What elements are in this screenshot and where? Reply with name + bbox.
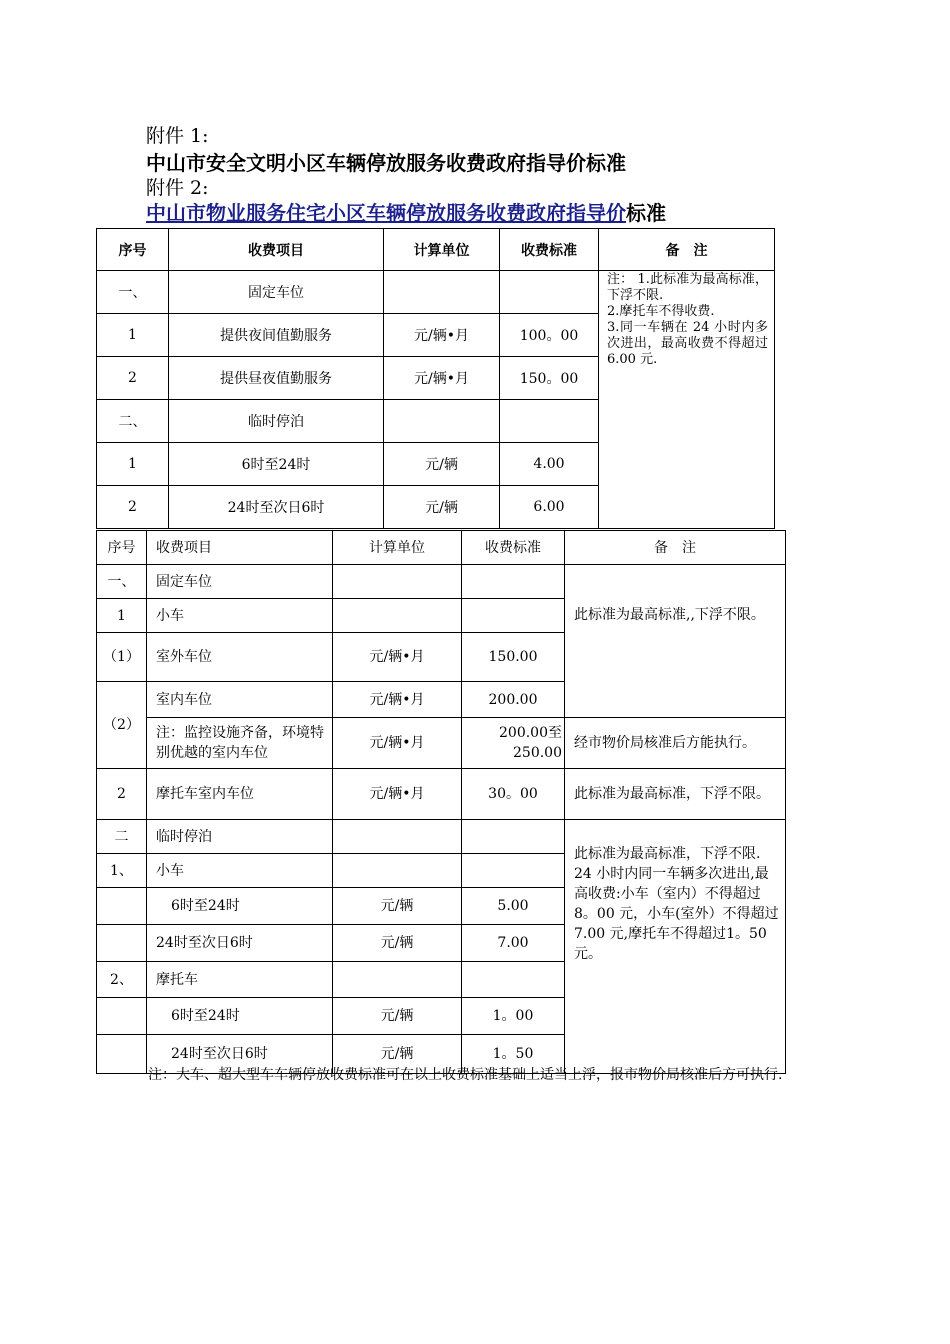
table-cell: 1 bbox=[97, 443, 169, 486]
table-cell: 元/辆 bbox=[333, 1035, 462, 1074]
table-cell: （1） bbox=[97, 633, 147, 682]
table-cell: 元/辆•月 bbox=[333, 718, 462, 769]
table-cell: 元/辆 bbox=[384, 486, 500, 529]
header-cell: 收费项目 bbox=[147, 531, 333, 565]
table-cell: 元/辆•月 bbox=[333, 633, 462, 682]
remark-cell: 此标准为最高标准,,下浮不限。 bbox=[565, 565, 786, 718]
table-cell bbox=[333, 599, 462, 633]
table-cell bbox=[462, 599, 565, 633]
table-cell: 1 bbox=[97, 599, 147, 633]
table-cell bbox=[333, 962, 462, 998]
table-cell bbox=[333, 820, 462, 854]
table-cell: 临时停泊 bbox=[169, 400, 384, 443]
remark-line: 2.摩托车不得收费. bbox=[607, 304, 715, 319]
table-row bbox=[97, 820, 786, 854]
table-cell: （2） bbox=[97, 682, 147, 769]
table-cell: 二 bbox=[97, 820, 147, 854]
table-cell: 24时至次日6时 bbox=[147, 925, 333, 962]
attachment2-title bbox=[146, 200, 666, 226]
fee-table-2 bbox=[96, 530, 786, 1074]
table-cell: 元/辆 bbox=[333, 998, 462, 1035]
table-cell: 提供昼夜值勤服务 bbox=[169, 357, 384, 400]
table-cell: 元/辆•月 bbox=[384, 314, 500, 357]
fee-table-1 bbox=[96, 228, 775, 529]
header-cell: 收费项目 bbox=[169, 229, 384, 271]
header-cell: 收费标准 bbox=[500, 229, 599, 271]
table-cell bbox=[333, 854, 462, 888]
attachment2-title-link[interactable]: 中山市物业服务住宅小区车辆停放服务收费政府指导价 bbox=[146, 201, 626, 225]
table-cell bbox=[462, 820, 565, 854]
table-row bbox=[97, 718, 786, 769]
table-cell: 2 bbox=[97, 357, 169, 400]
header-cell: 备 注 bbox=[565, 531, 786, 565]
remark-cell: 此标准为最高标准，下浮不限。 bbox=[565, 769, 786, 820]
table-cell bbox=[462, 854, 565, 888]
table-cell: 24时至次日6时 bbox=[147, 1035, 333, 1074]
table-cell: 150.00 bbox=[462, 633, 565, 682]
remark-cell: 经市物价局核准后方能执行。 bbox=[565, 718, 786, 769]
table-cell: 二、 bbox=[97, 400, 169, 443]
table-cell: 小车 bbox=[147, 854, 333, 888]
table-cell: 1。00 bbox=[462, 998, 565, 1035]
table-cell bbox=[462, 962, 565, 998]
table-cell: 2 bbox=[97, 486, 169, 529]
table-cell: 2、 bbox=[97, 962, 147, 998]
table-cell bbox=[97, 998, 147, 1035]
table-cell: 1 bbox=[97, 314, 169, 357]
header-cell: 备 注 bbox=[599, 229, 775, 271]
table-cell: 固定车位 bbox=[147, 565, 333, 599]
table-cell: 注：监控设施齐备，环境特别优越的室内车位 bbox=[147, 718, 333, 769]
remark-line: 24 小时内同一车辆多次进出,最高收费:小车（室内）不得超过 8。00 元，小车(室外）不得超过 7.00 元,摩托车不得超过1。50元。 bbox=[574, 866, 779, 962]
table-cell: 6时至24时 bbox=[147, 888, 333, 925]
table-cell: 24时至次日6时 bbox=[169, 486, 384, 529]
table-cell: 150。00 bbox=[500, 357, 599, 400]
header-cell: 计算单位 bbox=[333, 531, 462, 565]
table-cell: 元/辆•月 bbox=[333, 769, 462, 820]
table-cell: 摩托车室内车位 bbox=[147, 769, 333, 820]
table-cell: 6时至24时 bbox=[169, 443, 384, 486]
table-cell bbox=[462, 565, 565, 599]
table-cell: 小车 bbox=[147, 599, 333, 633]
header-cell: 序号 bbox=[97, 229, 169, 271]
table-cell: 室内车位 bbox=[147, 682, 333, 718]
table-cell: 1。50 bbox=[462, 1035, 565, 1074]
table-cell: 元/辆 bbox=[333, 888, 462, 925]
table-cell: 4.00 bbox=[500, 443, 599, 486]
footnote: 注：大车、超大型车车辆停放收费标准可在以上收费标准基础上适当上浮，报市物价局核准后方可执行. bbox=[148, 1067, 783, 1083]
table-cell: 6.00 bbox=[500, 486, 599, 529]
remark-line: 3.同一车辆在 24 小时内多次进出，最高收费不得超过 6.00 元. bbox=[607, 320, 768, 367]
remark-line: 注： 1.此标准为最高标准，下浮不限. bbox=[607, 272, 768, 303]
table-row bbox=[97, 565, 786, 599]
header-cell: 序号 bbox=[97, 531, 147, 565]
table-cell bbox=[500, 271, 599, 314]
table-cell: 元/辆•月 bbox=[333, 682, 462, 718]
table-cell: 200.00 bbox=[462, 682, 565, 718]
table-cell bbox=[97, 888, 147, 925]
table-cell: 一、 bbox=[97, 565, 147, 599]
table-cell: 元/辆 bbox=[333, 925, 462, 962]
table-cell: 7.00 bbox=[462, 925, 565, 962]
attachment1-title: 中山市安全文明小区车辆停放服务收费政府指导价标准 bbox=[146, 151, 626, 175]
table-row bbox=[97, 271, 775, 314]
table-cell bbox=[384, 271, 500, 314]
table-cell: 一、 bbox=[97, 271, 169, 314]
table-cell: 100。00 bbox=[500, 314, 599, 357]
table-cell: 室外车位 bbox=[147, 633, 333, 682]
remark-cell bbox=[599, 271, 775, 529]
table-cell: 固定车位 bbox=[169, 271, 384, 314]
table-cell bbox=[333, 565, 462, 599]
table-header-row bbox=[97, 531, 786, 565]
table-cell: 1、 bbox=[97, 854, 147, 888]
attachment1-label: 附件 1: bbox=[146, 125, 209, 147]
header-cell: 计算单位 bbox=[384, 229, 500, 271]
table-cell: 元/辆 bbox=[384, 443, 500, 486]
table-cell: 摩托车 bbox=[147, 962, 333, 998]
table-cell: 提供夜间值勤服务 bbox=[169, 314, 384, 357]
table-cell: 临时停泊 bbox=[147, 820, 333, 854]
remark-cell bbox=[565, 820, 786, 1074]
table-cell: 2 bbox=[97, 769, 147, 820]
table-cell bbox=[97, 925, 147, 962]
table-cell: 5.00 bbox=[462, 888, 565, 925]
table-cell: 30。00 bbox=[462, 769, 565, 820]
table-header-row bbox=[97, 229, 775, 271]
attachment2-title-tail: 标准 bbox=[626, 201, 666, 225]
table-cell bbox=[500, 400, 599, 443]
table-cell bbox=[384, 400, 500, 443]
header-cell: 收费标准 bbox=[462, 531, 565, 565]
table-cell: 200.00至250.00 bbox=[462, 718, 565, 769]
table-cell: 6时至24时 bbox=[147, 998, 333, 1035]
table-cell: 元/辆•月 bbox=[384, 357, 500, 400]
remark-line: 此标准为最高标准，下浮不限. bbox=[574, 846, 761, 862]
attachment2-label: 附件 2: bbox=[146, 177, 209, 199]
table-row bbox=[97, 769, 786, 820]
